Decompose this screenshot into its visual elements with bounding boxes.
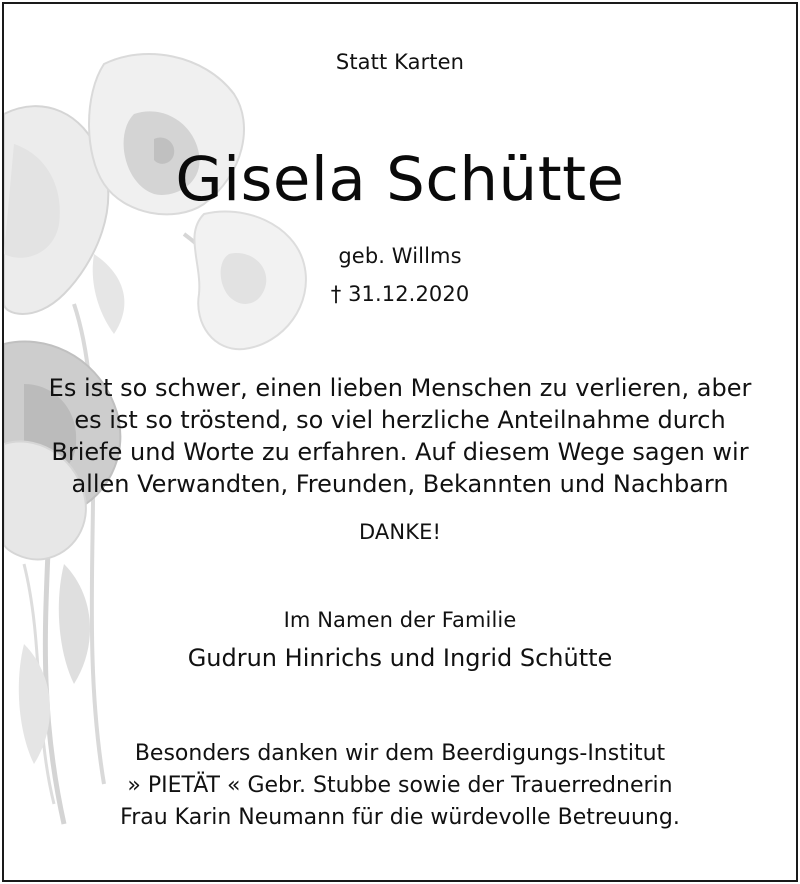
message-line-4: allen Verwandten, Freunden, Bekannten und Nachbarn [71, 470, 729, 498]
statt-karten-heading: Statt Karten [335, 50, 465, 74]
thanks-exclamation: DANKE! [359, 520, 441, 544]
obituary-card [2, 2, 798, 882]
acknowledgement-line-1: Besonders danken wir dem Beerdigungs-Institut [134, 741, 666, 766]
death-date: † 31.12.2020 [330, 282, 470, 306]
family-intro: Im Namen der Familie [283, 608, 517, 632]
deceased-name: Gisela Schütte [175, 144, 625, 215]
message-line-2: es ist so tröstend, so viel herzliche Anteilnahme durch [74, 406, 726, 434]
acknowledgement-line-3: Frau Karin Neumann für die würdevolle Betreuung. [120, 805, 680, 830]
message-line-1: Es ist so schwer, einen lieben Menschen zu verlieren, aber [48, 374, 752, 402]
family-names: Gudrun Hinrichs und Ingrid Schütte [187, 644, 613, 672]
acknowledgement-line-2: » PIETÄT « Gebr. Stubbe sowie der Trauerrednerin [127, 773, 673, 798]
message-line-3: Briefe und Worte zu erfahren. Auf diesem Wege sagen wir [51, 438, 749, 466]
obituary-text [4, 4, 796, 880]
birth-name: geb. Willms [338, 244, 462, 268]
